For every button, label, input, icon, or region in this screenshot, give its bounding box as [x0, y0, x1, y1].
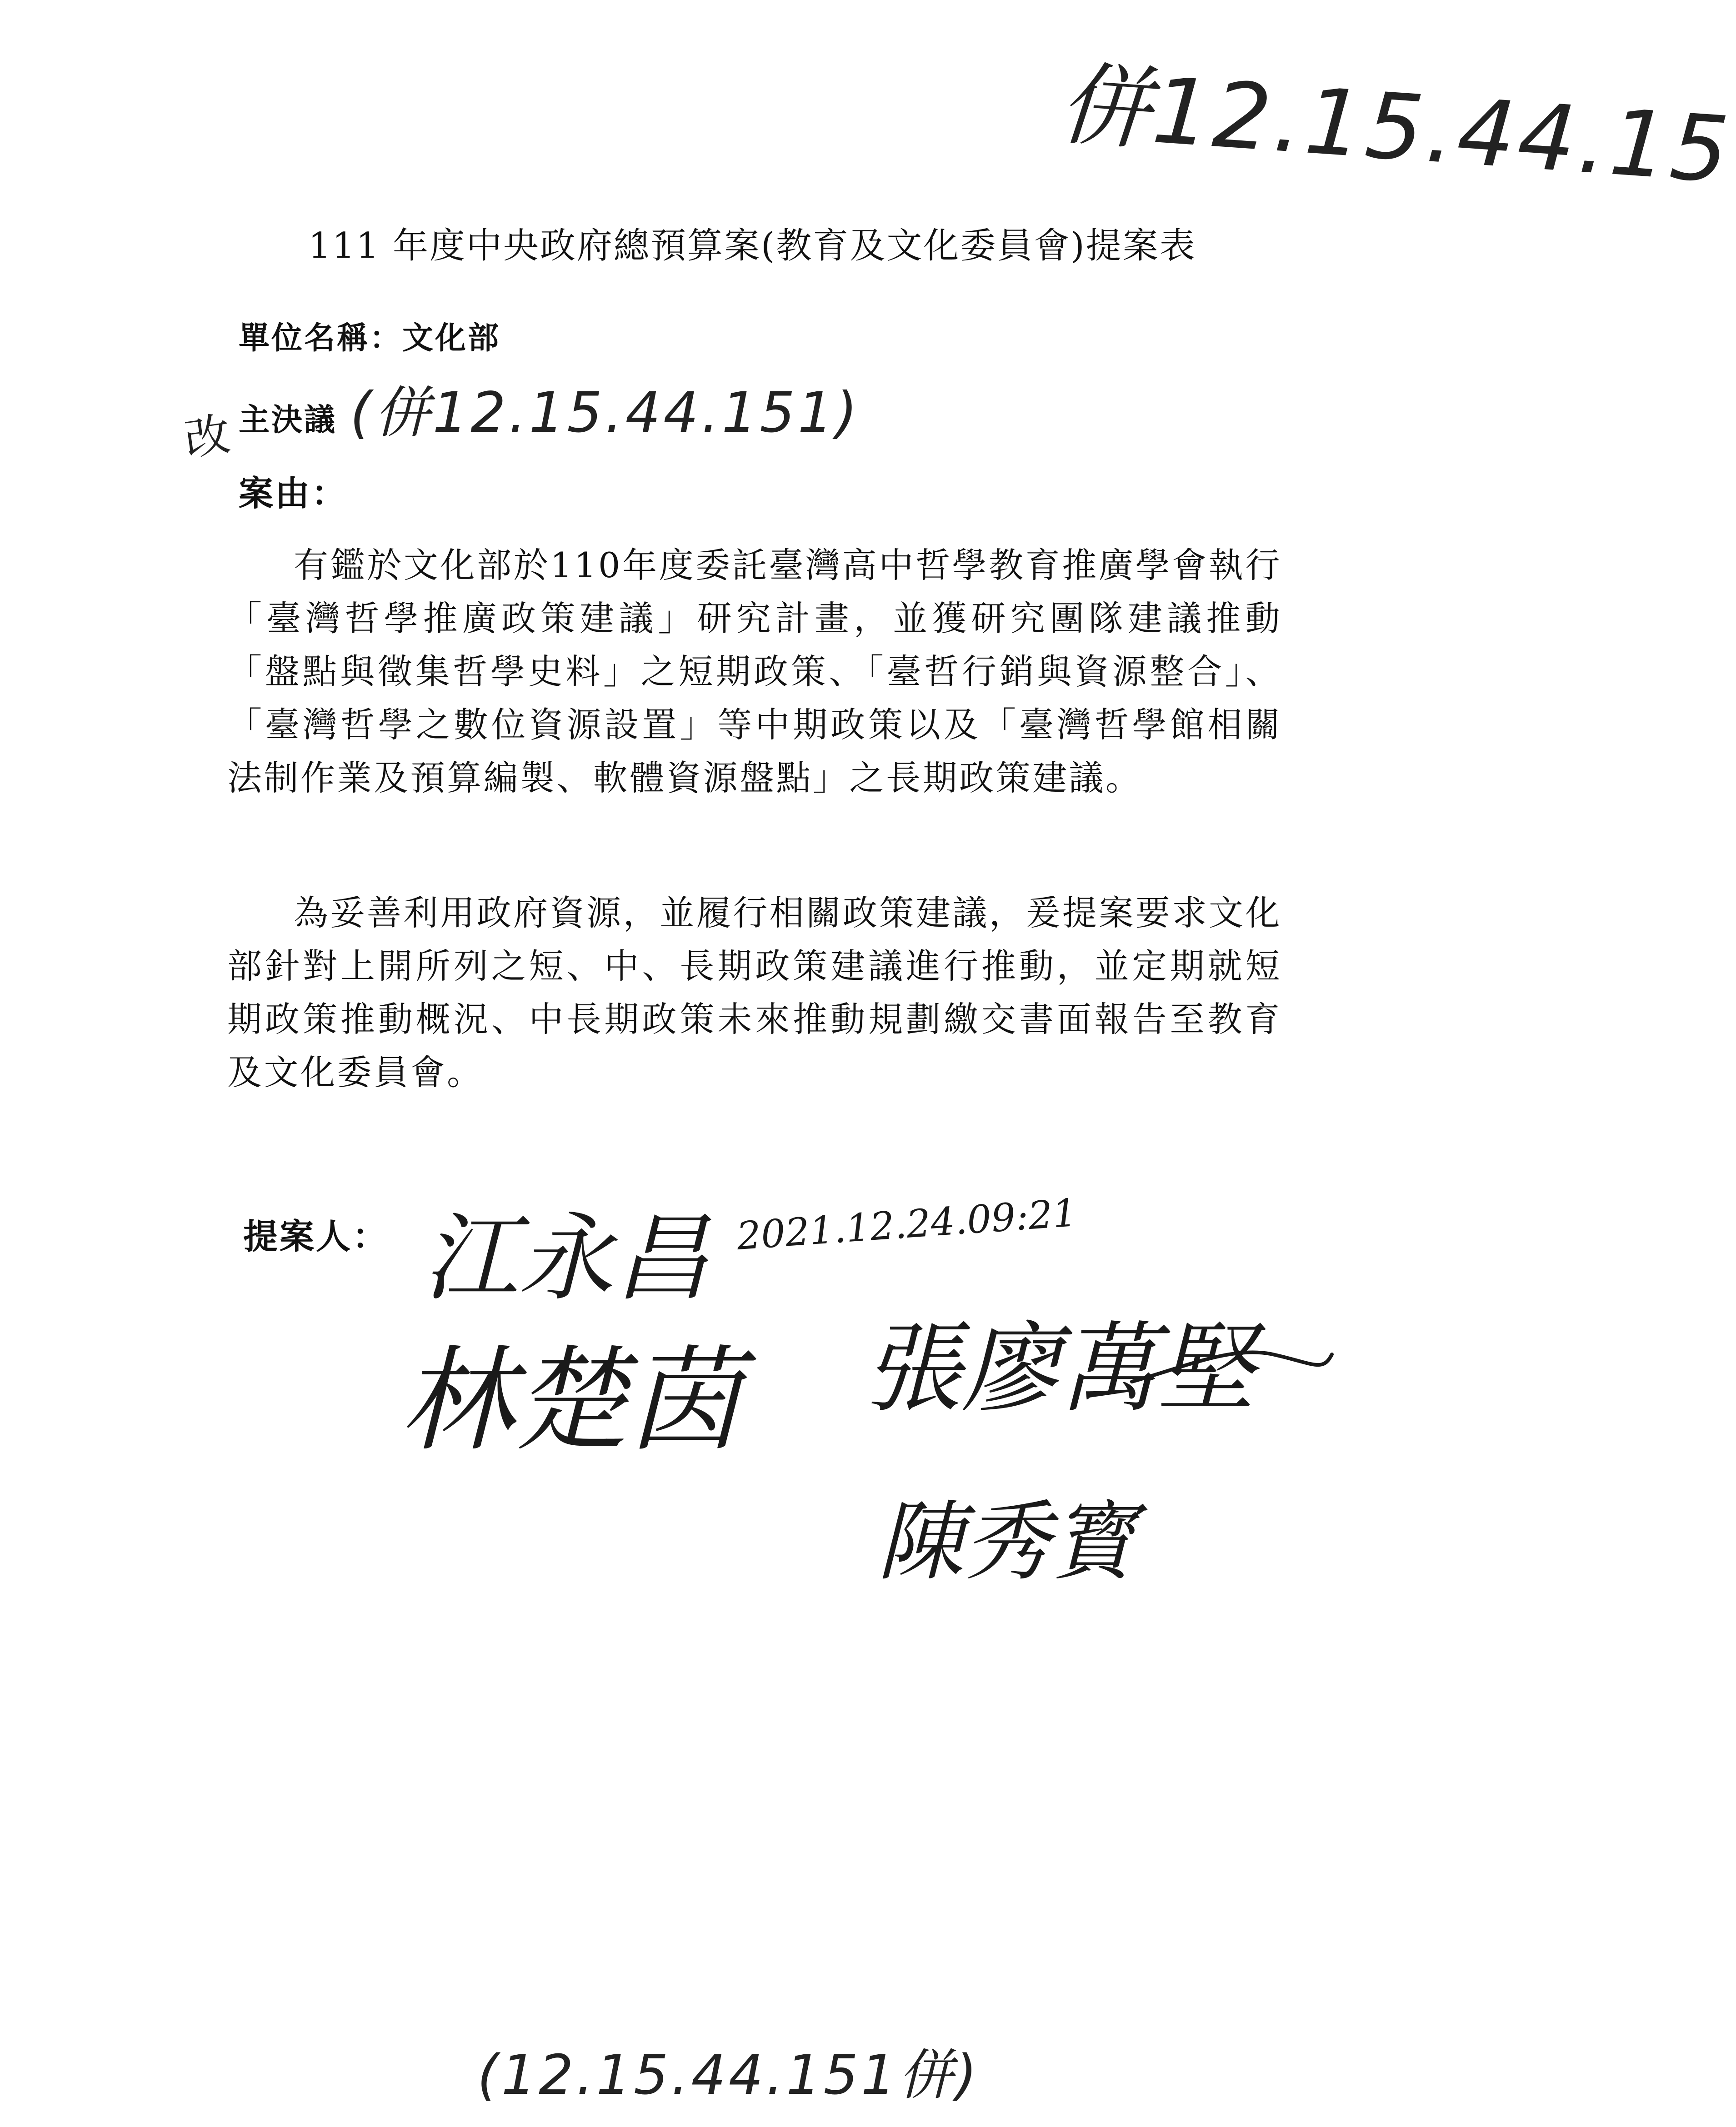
page-title: 111 年度中央政府總預算案(教育及文化委員會)提案表: [308, 225, 1196, 266]
decision-label: 主決議: [239, 402, 337, 438]
annotation-top-right: 併12.15.44.15: [1056, 51, 1735, 204]
annotation-bottom: (12.15.44.151併): [477, 2044, 980, 2107]
reason-paragraph-2: 為妥善利用政府資源，並履行相關政策建議，爰提案要求文化部針對上開所列之短、中、長期政策建議進行推動，並定期就短期政策推動概況、中長期政策未來推動規劃繳交書面報告至教育及文化委員會。: [227, 893, 1282, 1093]
margin-mark: 改: [181, 407, 236, 466]
signature-4: 陳秀寳: [877, 1492, 1137, 1592]
reason-paragraph-1: 有鑑於文化部於110年度委託臺灣高中哲學教育推廣學會執行「臺灣哲學推廣政策建議」研究計畫，並獲研究團隊建議推動「盤點與徵集哲學史料」之短期政策、「臺哲行銷與資源整合」、「臺灣哲學之數位資源設置」等中期政策以及「臺灣哲學館相關法制作業及預算編製、軟體資源盤點」之長期政策建議。: [227, 545, 1282, 798]
signature-2: 林楚茵: [400, 1334, 741, 1467]
proposer-label: 提案人：: [243, 1216, 389, 1257]
signature-flourish: [1127, 1318, 1336, 1427]
unit-name: 單位名稱：文化部: [239, 320, 501, 356]
decision-note: (併12.15.44.151): [350, 380, 860, 445]
signature-1: 江永昌: [423, 1203, 710, 1314]
signature-timestamp: 2021.12.24.09:21: [735, 1190, 1079, 1259]
signature-3: 張廖萬堅: [864, 1312, 1255, 1426]
reason-label: 案由：: [239, 473, 348, 514]
